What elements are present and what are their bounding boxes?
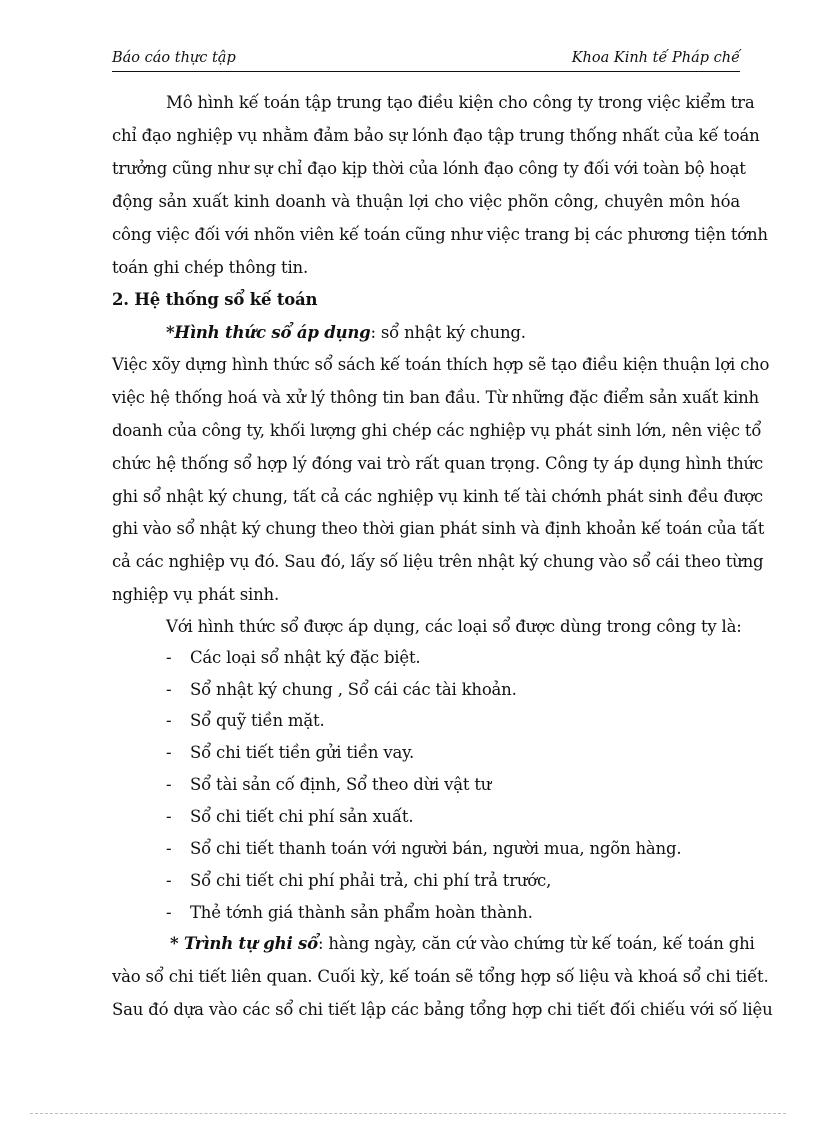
sequence-line [170, 934, 755, 953]
body-line: chức hệ thống sổ hợp lý đóng vai trò rất quan trọng. Công ty áp dụng hình thức [112, 454, 764, 473]
body-line: cả các nghiệp vụ đó. Sau đó, lấy số liệu trên nhật ký chung vào sổ cái theo từng [112, 552, 764, 571]
intro-line: công việc đối với nhõn viên kế toán cũng như việc trang bị các phương tiện tớnh [112, 225, 768, 244]
intro-line: toán ghi chép thông tin. [112, 258, 309, 277]
body-line: ghi sổ nhật ký chung, tất cả các nghiệp vụ kinh tế tài chớnh phát sinh đều được [112, 487, 763, 506]
list-item: Sổ chi tiết chi phí sản xuất. [190, 807, 414, 826]
intro-line: trưởng cũng như sự chỉ đạo kịp thời của lónh đạo công ty đối với toàn bộ hoạt [112, 159, 746, 178]
body-line: doanh của công ty, khối lượng ghi chép các nghiệp vụ phát sinh lớn, nên việc tổ [112, 421, 762, 440]
body-line: việc hệ thống hoá và xử lý thông tin ban đầu. Từ những đặc điểm sản xuất kinh [112, 388, 759, 407]
sequence-line: vào sổ chi tiết liên quan. Cuối kỳ, kế toán sẽ tổng hợp số liệu và khoá sổ chi tiết. [112, 967, 769, 986]
sequence-first-line: : hàng ngày, căn cứ vào chứng từ kế toán, kế toán ghi [317, 934, 755, 953]
list-bullet: - [166, 711, 172, 730]
list-bullet: - [166, 807, 172, 826]
form-line [166, 323, 740, 342]
intro-line: Mô hình kế toán tập trung tạo điều kiện cho công ty trong việc kiểm tra [166, 93, 755, 112]
footer-divider [30, 1113, 786, 1114]
list-item: Sổ nhật ký chung , Sổ cái các tài khoản. [190, 680, 517, 699]
body-line: ghi vào sổ nhật ký chung theo thời gian phát sinh và định khoản kế toán của tất [112, 519, 765, 538]
list-bullet: - [166, 903, 172, 922]
header-divider [112, 71, 740, 72]
section-heading: 2. Hệ thống sổ kế toán [112, 290, 318, 309]
header-report-title: Báo cáo thực tập [112, 50, 236, 66]
list-item: Sổ quỹ tiền mặt. [190, 711, 325, 730]
sequence-line: Sau đó dựa vào các sổ chi tiết lập các bảng tổng hợp chi tiết đối chiếu với số liệu [112, 1000, 773, 1019]
list-bullet: - [166, 680, 172, 699]
list-item: Sổ tài sản cố định, Sổ theo dừi vật tư [190, 775, 492, 794]
list-bullet: - [166, 871, 172, 890]
form-label: *Hình thức sổ áp dụng [166, 323, 371, 342]
list-bullet: - [166, 775, 172, 794]
header-faculty: Khoa Kinh tế Pháp chế [571, 50, 740, 66]
list-intro: Với hình thức sổ được áp dụng, các loại sổ được dùng trong công ty là: [166, 617, 742, 636]
form-value: : sổ nhật ký chung. [370, 323, 526, 342]
sequence-label: * Trình tự ghi sổ [170, 934, 318, 953]
list-bullet: - [166, 839, 172, 858]
list-bullet: - [166, 648, 172, 667]
list-bullet: - [166, 743, 172, 762]
list-item: Thẻ tớnh giá thành sản phẩm hoàn thành. [190, 903, 533, 922]
page-header [112, 50, 740, 70]
body-line: nghiệp vụ phát sinh. [112, 585, 280, 604]
body-line: Việc xõy dựng hình thức sổ sách kế toán thích hợp sẽ tạo điều kiện thuận lợi cho [112, 355, 770, 374]
list-item: Sổ chi tiết thanh toán với người bán, người mua, ngõn hàng. [190, 839, 682, 858]
intro-line: chỉ đạo nghiệp vụ nhằm đảm bảo sự lónh đạo tập trung thống nhất của kế toán [112, 126, 760, 145]
list-item: Sổ chi tiết chi phí phải trả, chi phí trả trước, [190, 871, 552, 890]
list-item: Các loại sổ nhật ký đặc biệt. [190, 648, 421, 667]
intro-line: động sản xuất kinh doanh và thuận lợi cho việc phõn công, chuyên môn hóa [112, 192, 740, 211]
list-item: Sổ chi tiết tiền gửi tiền vay. [190, 743, 415, 762]
